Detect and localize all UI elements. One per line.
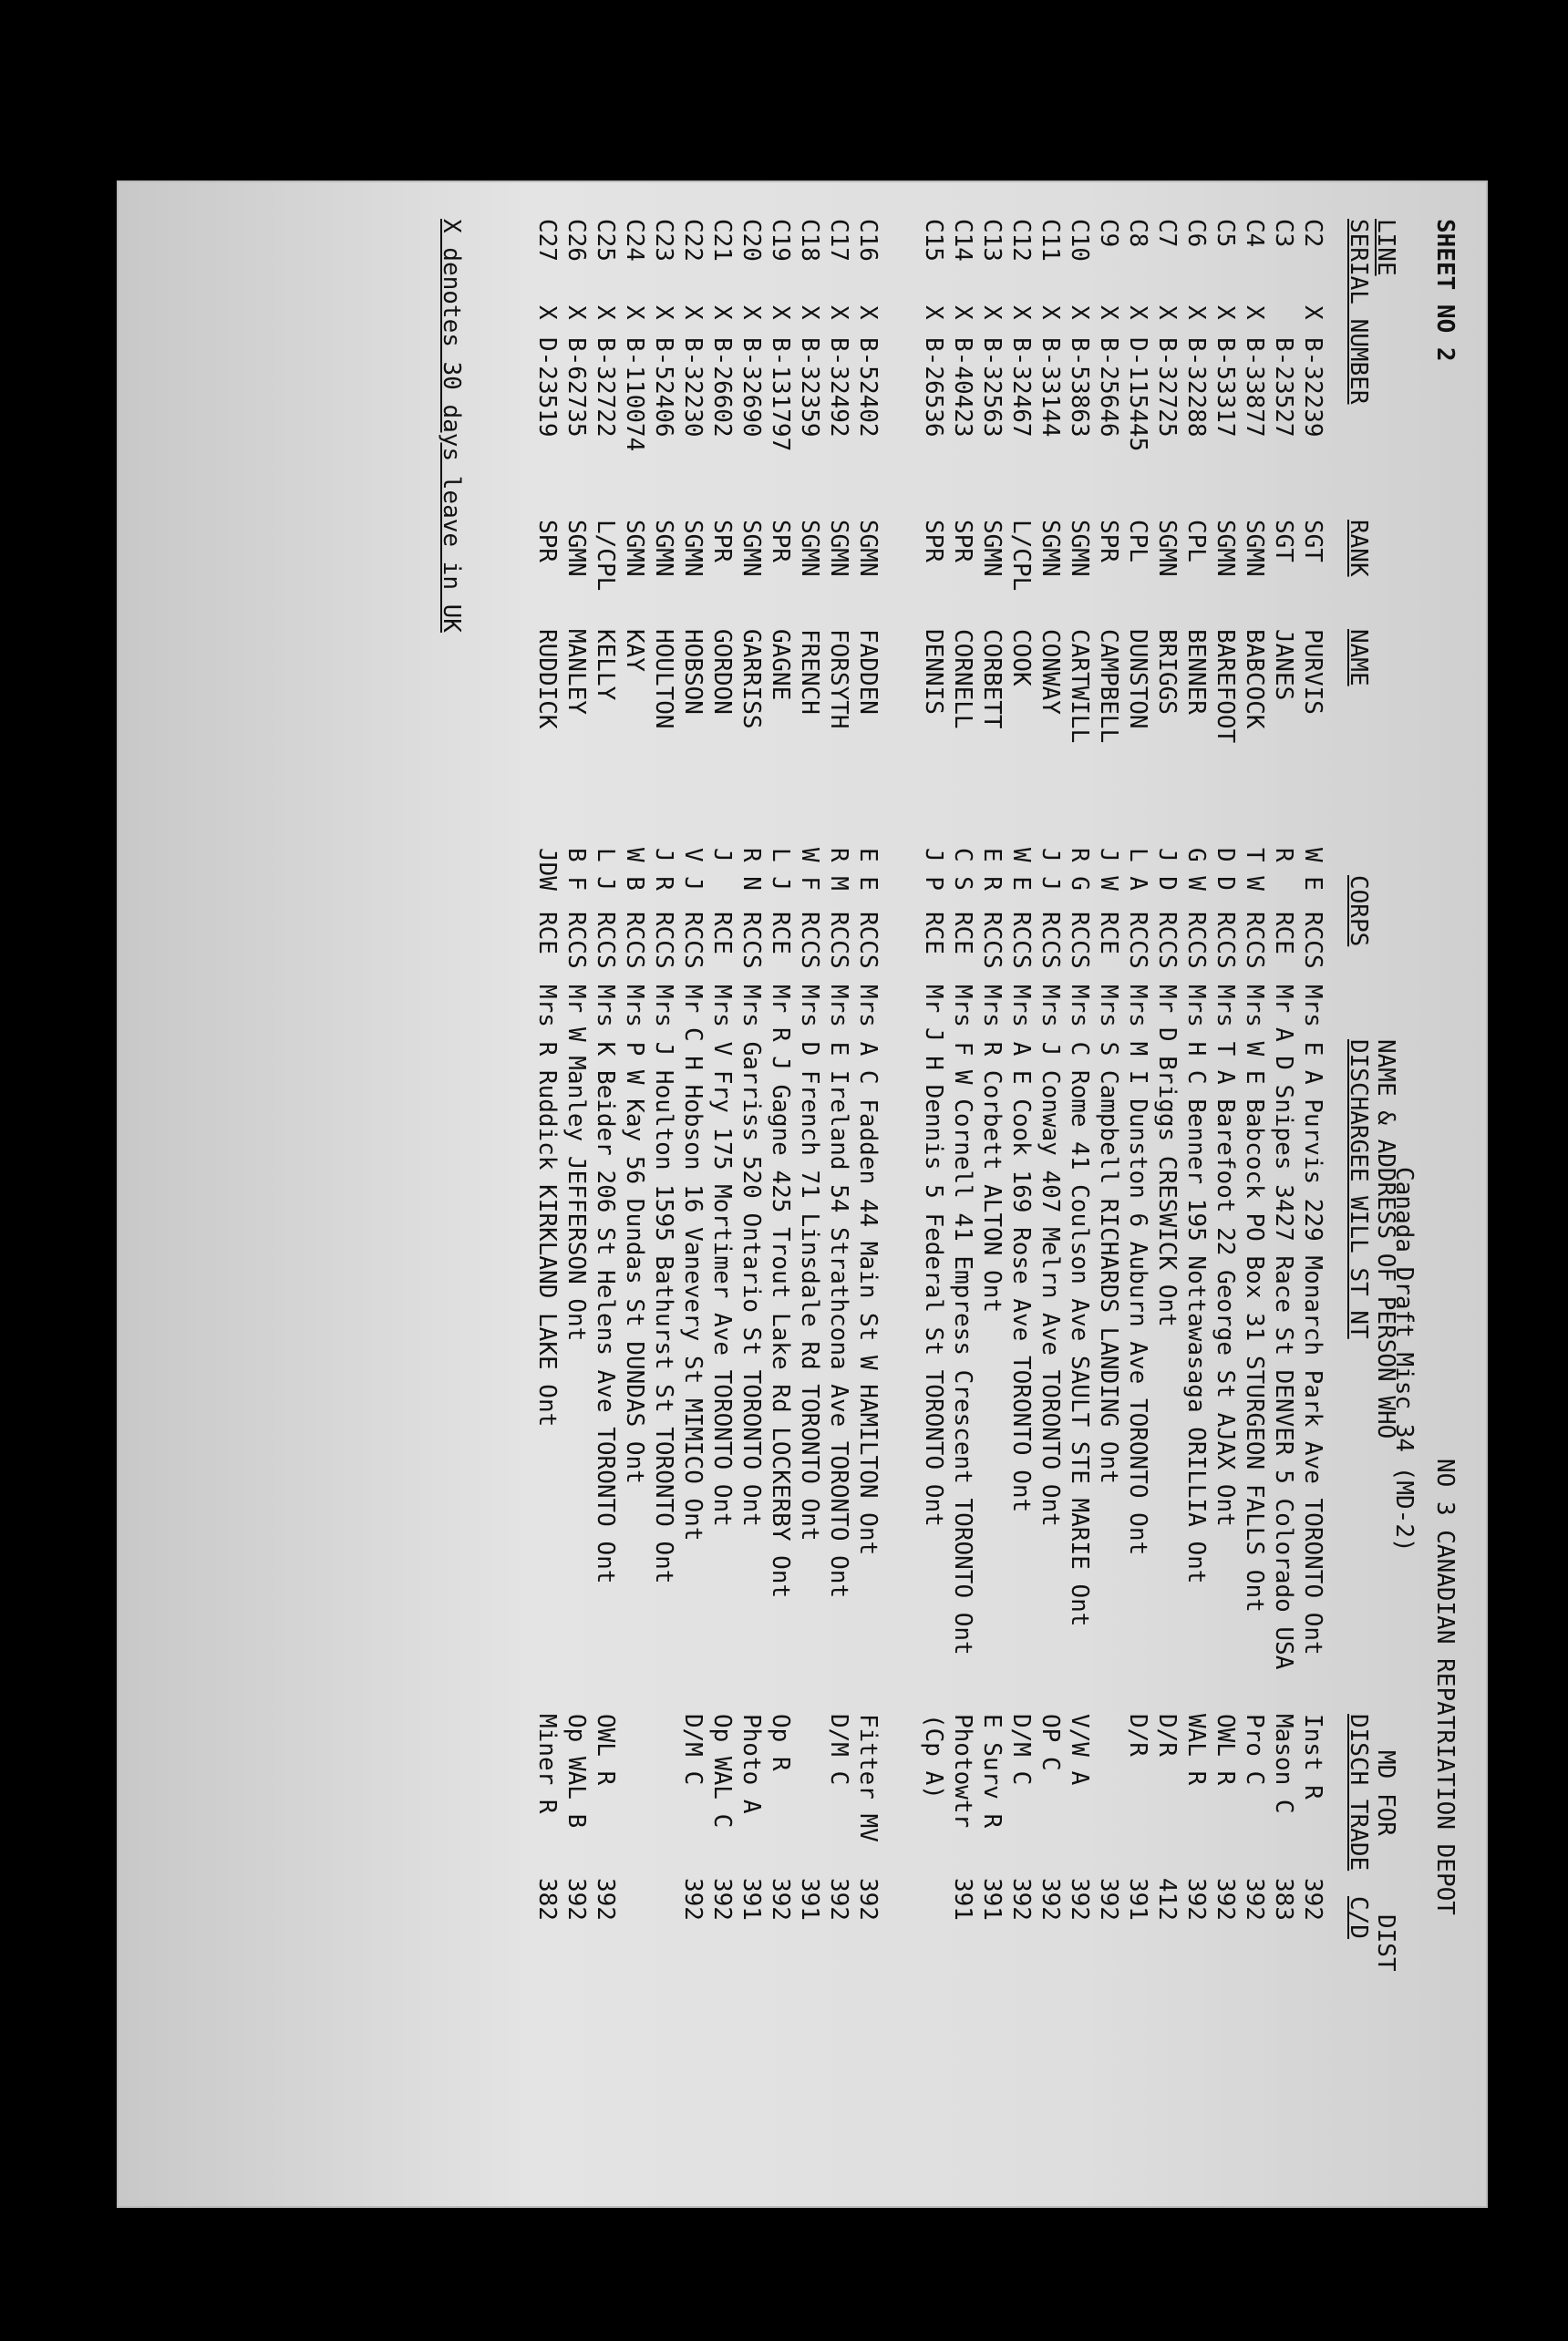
- cell-x: X: [562, 305, 590, 320]
- table-row: [677, 182, 707, 2188]
- cell-serial: B-32288: [1182, 337, 1210, 438]
- cell-serial: B-131797: [767, 337, 794, 452]
- cell-x: X: [650, 305, 677, 320]
- table-row: [1093, 182, 1122, 2188]
- cell-rank: SGMN: [854, 520, 882, 577]
- cell-line: C18: [796, 219, 823, 262]
- table-row: [1181, 182, 1210, 2188]
- cell-trade: V/W A: [1066, 1714, 1093, 1786]
- cell-depot: 392: [767, 1878, 794, 1921]
- cell-serial: B-53317: [1212, 337, 1239, 438]
- cell-name: GAGNE: [767, 629, 794, 701]
- cell-name: FORSYTH: [825, 629, 852, 729]
- cell-init: W E: [1299, 848, 1326, 891]
- cell-serial: B-40423: [949, 337, 976, 438]
- cell-name: COOK: [1007, 629, 1035, 686]
- header-name: NAME: [1345, 629, 1372, 686]
- cell-serial: B-33877: [1241, 337, 1268, 438]
- cell-trade: D/M C: [679, 1714, 707, 1786]
- cell-corps: RCCS: [592, 912, 619, 969]
- cell-addr: Mrs R Ruddick KIRKLAND LAKE Ont: [533, 985, 561, 1428]
- cell-depot: 392: [592, 1878, 619, 1921]
- cell-x: X: [920, 305, 947, 320]
- cell-rank: SGMN: [621, 520, 648, 577]
- cell-depot: 382: [533, 1878, 561, 1921]
- cell-depot: 392: [1299, 1878, 1326, 1921]
- cell-init: D D: [1212, 848, 1239, 891]
- table-row: [1122, 182, 1151, 2188]
- cell-corps: RCCS: [738, 912, 765, 969]
- cell-init: B F: [562, 848, 590, 891]
- table-row: [648, 182, 677, 2188]
- cell-line: C17: [825, 219, 852, 262]
- cell-init: R G: [1066, 848, 1093, 891]
- table-row: [1268, 182, 1297, 2188]
- cell-name: DUNSTON: [1124, 629, 1151, 729]
- cell-line: C15: [920, 219, 947, 262]
- cell-addr: Mrs K Beider 206 St Helens Ave TORONTO Ont: [592, 985, 619, 1584]
- cell-rank: CPL: [1182, 520, 1210, 562]
- table-row: [561, 182, 590, 2188]
- header-depot-2: C/D: [1345, 1896, 1372, 1939]
- cell-addr: Mrs V Fry 175 Mortimer Ave TORONTO Ont: [708, 985, 736, 1527]
- cell-x: X: [767, 305, 794, 320]
- cell-serial: B-52402: [854, 337, 882, 438]
- cell-corps: RCCS: [621, 912, 648, 969]
- cell-rank: SGT: [1270, 520, 1297, 562]
- cell-addr: Mrs R Corbett ALTON Ont: [978, 985, 1006, 1314]
- cell-x: X: [621, 305, 648, 320]
- table-row: [1064, 182, 1093, 2188]
- cell-serial: B-32239: [1299, 337, 1326, 438]
- cell-serial: B-32690: [738, 337, 765, 438]
- cell-serial: B-32563: [978, 337, 1006, 438]
- cell-name: CORBETT: [978, 629, 1006, 729]
- header-address-2: DISCHARGEE WILL ST NT: [1345, 1039, 1372, 1339]
- cell-x: X: [1153, 305, 1181, 320]
- cell-addr: Mrs S Campbell RICHARDS LANDING Ont: [1095, 985, 1122, 1484]
- cell-trade: Inst R: [1299, 1714, 1326, 1800]
- cell-rank: SGMN: [562, 520, 590, 577]
- cell-corps: RCCS: [1212, 912, 1239, 969]
- cell-depot: 392: [1066, 1878, 1093, 1921]
- cell-corps: RCE: [767, 912, 794, 954]
- header-line: LINE: [1372, 219, 1399, 276]
- cell-name: KAY: [621, 629, 648, 672]
- cell-trade: Pro C: [1241, 1714, 1268, 1786]
- cell-serial: B-25646: [1095, 337, 1122, 438]
- cell-addr: Mr A D Snipes 3427 Race St DENVER 5 Colorado USA: [1270, 985, 1297, 1670]
- cell-corps: RCCS: [1007, 912, 1035, 969]
- cell-x: X: [679, 305, 707, 320]
- cell-line: C4: [1241, 219, 1268, 248]
- draft-title: Canada Draft Misc 34 (MD-2): [1390, 1167, 1418, 1552]
- cell-depot: 391: [796, 1878, 823, 1921]
- header-depot-1: DIST: [1372, 1914, 1399, 1972]
- footer-note: X denotes 30 days leave in UK: [438, 219, 465, 633]
- cell-x: X: [708, 305, 736, 320]
- cell-trade: D/R: [1124, 1714, 1151, 1757]
- cell-init: C S: [949, 848, 976, 891]
- cell-trade: WAL R: [1182, 1714, 1210, 1786]
- cell-depot: 392: [679, 1878, 707, 1921]
- cell-rank: SPR: [949, 520, 976, 562]
- cell-addr: Mrs D French 71 Linsdale Rd TORONTO Ont: [796, 985, 823, 1542]
- cell-line: C21: [708, 219, 736, 262]
- cell-rank: SGMN: [796, 520, 823, 577]
- cell-init: W E: [1007, 848, 1035, 891]
- table-row: [765, 182, 794, 2188]
- cell-name: CARTWILL: [1066, 629, 1093, 744]
- cell-init: J J: [1037, 848, 1064, 891]
- cell-corps: RCCS: [825, 912, 852, 969]
- cell-name: HOBSON: [679, 629, 707, 715]
- cell-corps: RCE: [920, 912, 947, 954]
- cell-trade: Op WAL C: [708, 1714, 736, 1829]
- cell-line: C23: [650, 219, 677, 262]
- cell-name: FADDEN: [854, 629, 882, 715]
- cell-line: C27: [533, 219, 561, 262]
- cell-addr: Mr D Briggs CRESWICK Ont: [1153, 985, 1181, 1327]
- cell-depot: 392: [1182, 1878, 1210, 1921]
- cell-addr: Mrs E A Purvis 229 Monarch Park Ave TORONTO Ont: [1299, 985, 1326, 1655]
- cell-rank: SPR: [533, 520, 561, 562]
- cell-corps: RCCS: [1037, 912, 1064, 969]
- cell-x: X: [1241, 305, 1268, 320]
- cell-corps: RCCS: [650, 912, 677, 969]
- sheet-number: SHEET NO 2: [1431, 219, 1459, 362]
- table-row: [1239, 182, 1268, 2188]
- cell-name: HOULTON: [650, 629, 677, 729]
- cell-addr: Mr J H Dennis 5 Federal St TORONTO Ont: [920, 985, 947, 1527]
- cell-name: JANES: [1270, 629, 1297, 701]
- cell-serial: B-32467: [1007, 337, 1035, 438]
- cell-init: J: [708, 848, 736, 862]
- cell-corps: RCE: [1095, 912, 1122, 954]
- cell-x: X: [1007, 305, 1035, 320]
- cell-init: R: [1270, 848, 1297, 862]
- cell-addr: Mrs A C Fadden 44 Main St W HAMILTON Ont: [854, 985, 882, 1556]
- cell-depot: 391: [738, 1878, 765, 1921]
- cell-line: C26: [562, 219, 590, 262]
- cell-serial: B-62735: [562, 337, 590, 438]
- cell-trade: OWL R: [1212, 1714, 1239, 1786]
- cell-serial: B-32230: [679, 337, 707, 438]
- cell-corps: RCCS: [1124, 912, 1151, 969]
- cell-rank: L/CPL: [1007, 520, 1035, 592]
- cell-init: JDW: [533, 848, 561, 891]
- cell-line: C6: [1182, 219, 1210, 248]
- cell-x: X: [1212, 305, 1239, 320]
- cell-addr: Mrs H C Benner 195 Nottawasaga ORILLIA Ont: [1182, 985, 1210, 1584]
- cell-name: MANLEY: [562, 629, 590, 715]
- header-rank: RANK: [1345, 520, 1372, 577]
- cell-serial: B-23527: [1270, 337, 1297, 438]
- table-row: [1151, 182, 1181, 2188]
- table-row: [590, 182, 619, 2188]
- cell-init: V J: [679, 848, 707, 891]
- cell-rank: SPR: [1095, 520, 1122, 562]
- cell-corps: RCCS: [1241, 912, 1268, 969]
- table-row: [736, 182, 765, 2188]
- cell-addr: Mr C H Hobson 16 Vanevery St MIMICO Ont: [679, 985, 707, 1542]
- cell-serial: B-32725: [1153, 337, 1181, 438]
- table-row: [823, 182, 852, 2188]
- cell-trade: Miner R: [533, 1714, 561, 1814]
- cell-trade: OP C: [1037, 1714, 1064, 1771]
- cell-rank: SPR: [708, 520, 736, 562]
- cell-depot: 391: [949, 1878, 976, 1921]
- cell-trade: E Surv R: [978, 1714, 1006, 1829]
- cell-line: C20: [738, 219, 765, 262]
- table-row: [1006, 182, 1035, 2188]
- cell-x: X: [825, 305, 852, 320]
- cell-serial: B-52406: [650, 337, 677, 438]
- cell-line: C25: [592, 219, 619, 262]
- cell-addr: Mr R J Gagne 425 Trout Lake Rd LOCKERBY Ont: [767, 985, 794, 1599]
- cell-name: BRIGGS: [1153, 629, 1181, 715]
- cell-name: PURVIS: [1299, 629, 1326, 715]
- cell-init: E E: [854, 848, 882, 891]
- cell-init: G W: [1182, 848, 1210, 891]
- cell-serial: B-26536: [920, 337, 947, 438]
- cell-init: J P: [920, 848, 947, 891]
- cell-depot: 383: [1270, 1878, 1297, 1921]
- cell-line: C19: [767, 219, 794, 262]
- cell-init: R N: [738, 848, 765, 891]
- cell-x: X: [1182, 305, 1210, 320]
- table-row: [1297, 182, 1326, 2188]
- cell-rank: SGMN: [1153, 520, 1181, 577]
- cell-trade: Photowtr: [949, 1714, 976, 1829]
- cell-name: GORDON: [708, 629, 736, 715]
- cell-corps: RCCS: [679, 912, 707, 969]
- cell-trade: D/M C: [1007, 1714, 1035, 1786]
- cell-addr: Mrs W E Babcock PO Box 31 STURGEON FALLS Ont: [1241, 985, 1268, 1613]
- cell-serial: B-32722: [592, 337, 619, 438]
- cell-rank: SGMN: [825, 520, 852, 577]
- cell-init: E R: [978, 848, 1006, 891]
- cell-corps: RCCS: [854, 912, 882, 969]
- cell-x: X: [949, 305, 976, 320]
- cell-trade: Photo A: [738, 1714, 765, 1814]
- cell-line: C13: [978, 219, 1006, 262]
- cell-addr: Mrs F W Cornell 41 Empress Crescent TORONTO Ont: [949, 985, 976, 1655]
- cell-depot: 392: [708, 1878, 736, 1921]
- table-row: [794, 182, 823, 2188]
- cell-init: R M: [825, 848, 852, 891]
- cell-name: CAMPBELL: [1095, 629, 1122, 744]
- cell-name: BENNER: [1182, 629, 1210, 715]
- cell-serial: D-115445: [1124, 337, 1151, 452]
- cell-corps: RCCS: [796, 912, 823, 969]
- cell-serial: B-110074: [621, 337, 648, 452]
- cell-rank: CPL: [1124, 520, 1151, 562]
- cell-addr: Mrs J Conway 407 Melrn Ave TORONTO Ont: [1037, 985, 1064, 1527]
- table-row: [1035, 182, 1064, 2188]
- header-address-1: NAME & ADDRESS OF PERSON WHO: [1372, 1039, 1399, 1439]
- cell-trade: Mason C: [1270, 1714, 1297, 1814]
- cell-line: C10: [1066, 219, 1093, 262]
- cell-depot: 392: [825, 1878, 852, 1921]
- cell-depot: 392: [562, 1878, 590, 1921]
- cell-name: BABCOCK: [1241, 629, 1268, 729]
- cell-corps: RCE: [533, 912, 561, 954]
- cell-line: C5: [1212, 219, 1239, 248]
- cell-depot: 391: [1124, 1878, 1151, 1921]
- cell-x: X: [796, 305, 823, 320]
- cell-x: X: [1037, 305, 1064, 320]
- cell-trade: D/R: [1153, 1714, 1181, 1757]
- cell-corps: RCCS: [1299, 912, 1326, 969]
- cell-corps: RCE: [708, 912, 736, 954]
- header-trade-2: DISCH TRADE: [1345, 1714, 1372, 1872]
- cell-addr: Mrs P W Kay 56 Dundas St DUNDAS Ont: [621, 985, 648, 1484]
- cell-line: C2: [1299, 219, 1326, 248]
- cell-trade: Op WAL B: [562, 1714, 590, 1829]
- cell-x: X: [533, 305, 561, 320]
- cell-serial: B-26602: [708, 337, 736, 438]
- cell-x: X: [738, 305, 765, 320]
- cell-rank: SPR: [920, 520, 947, 562]
- cell-line: C24: [621, 219, 648, 262]
- cell-corps: RCCS: [562, 912, 590, 969]
- cell-corps: RCCS: [1182, 912, 1210, 969]
- cell-serial: B-32359: [796, 337, 823, 438]
- cell-rank: SGMN: [1066, 520, 1093, 577]
- cell-init: J R: [650, 848, 677, 891]
- cell-depot: 392: [1037, 1878, 1064, 1921]
- document-sheet: [119, 182, 1486, 2206]
- cell-name: RUDDICK: [533, 629, 561, 729]
- cell-rank: SPR: [767, 520, 794, 562]
- cell-trade: Fitter MV: [854, 1714, 882, 1842]
- header-serial: SERIAL NUMBER: [1345, 219, 1372, 405]
- cell-trade: D/M C: [825, 1714, 852, 1786]
- cell-depot: 412: [1153, 1878, 1181, 1921]
- cell-corps: RCE: [949, 912, 976, 954]
- cell-x: X: [854, 305, 882, 320]
- cell-x: X: [1095, 305, 1122, 320]
- cell-depot: 391: [978, 1878, 1006, 1921]
- cell-name: CONWAY: [1037, 629, 1064, 715]
- cell-addr: Mrs Garriss 520 Ontario St TORONTO Ont: [738, 985, 765, 1527]
- cell-init: W B: [621, 848, 648, 891]
- cell-rank: SGMN: [738, 520, 765, 577]
- cell-x: X: [1299, 305, 1326, 320]
- cell-init: L A: [1124, 848, 1151, 891]
- cell-name: CORNELL: [949, 629, 976, 729]
- cell-x: X: [1124, 305, 1151, 320]
- rotated-page: [119, 182, 1486, 2206]
- cell-init: T W: [1241, 848, 1268, 891]
- cell-addr: Mr W Manley JEFFERSON Ont: [562, 985, 590, 1342]
- cell-serial: B-33144: [1037, 337, 1064, 438]
- cell-init: L J: [767, 848, 794, 891]
- cell-line: C11: [1037, 219, 1064, 262]
- cell-addr: Mrs T A Barefoot 22 George St AJAX Ont: [1212, 985, 1239, 1527]
- cell-addr: Mrs A E Cook 169 Rose Ave TORONTO Ont: [1007, 985, 1035, 1513]
- table-row: [707, 182, 736, 2188]
- cell-depot: 392: [1241, 1878, 1268, 1921]
- cell-depot: 392: [1212, 1878, 1239, 1921]
- cell-x: X: [1066, 305, 1093, 320]
- cell-corps: RCCS: [1153, 912, 1181, 969]
- cell-rank: L/CPL: [592, 520, 619, 592]
- cell-rank: SGMN: [1037, 520, 1064, 577]
- cell-name: KELLY: [592, 629, 619, 701]
- cell-addr: Mrs E Ireland 54 Strathcona Ave TORONTO Ont: [825, 985, 852, 1599]
- cell-line: C22: [679, 219, 707, 262]
- table-row: [619, 182, 648, 2188]
- cell-rank: SGMN: [978, 520, 1006, 577]
- cell-corps: RCCS: [1066, 912, 1093, 969]
- cell-serial: B-53863: [1066, 337, 1093, 438]
- cell-init: J D: [1153, 848, 1181, 891]
- table-row: [1210, 182, 1239, 2188]
- table-row: [852, 182, 882, 2188]
- table-row: [947, 182, 976, 2188]
- cell-serial: D-23519: [533, 337, 561, 438]
- cell-line: C16: [854, 219, 882, 262]
- table-row: [918, 182, 947, 2188]
- cell-line: C12: [1007, 219, 1035, 262]
- cell-addr: Mrs C Rome 41 Coulson Ave SAULT STE MARIE Ont: [1066, 985, 1093, 1627]
- cell-corps: RCE: [1270, 912, 1297, 954]
- cell-name: BAREFOOT: [1212, 629, 1239, 744]
- cell-rank: SGMN: [1241, 520, 1268, 577]
- cell-name: FRENCH: [796, 629, 823, 715]
- cell-x: X: [592, 305, 619, 320]
- cell-line: C3: [1270, 219, 1297, 248]
- table-row: [531, 182, 561, 2188]
- cell-trade: Op R: [767, 1714, 794, 1771]
- cell-line: C9: [1095, 219, 1122, 248]
- cell-init: J W: [1095, 848, 1122, 891]
- cell-init: W F: [796, 848, 823, 891]
- cell-addr: Mrs J Houlton 1595 Bathurst St TORONTO Ont: [650, 985, 677, 1584]
- depot-title: NO 3 CANADIAN REPATRIATION DEPOT: [1431, 1459, 1459, 1915]
- cell-rank: SGMN: [650, 520, 677, 577]
- cell-depot: 392: [1095, 1878, 1122, 1921]
- cell-x: X: [978, 305, 1006, 320]
- table-row: [976, 182, 1006, 2188]
- cell-name: DENNIS: [920, 629, 947, 715]
- header-corps: CORPS: [1345, 875, 1372, 947]
- cell-line: C7: [1153, 219, 1181, 248]
- cell-corps: RCCS: [978, 912, 1006, 969]
- cell-line: C14: [949, 219, 976, 262]
- cell-name: GARRISS: [738, 629, 765, 729]
- cell-rank: SGT: [1299, 520, 1326, 562]
- cell-rank: SGMN: [679, 520, 707, 577]
- cell-depot: 392: [854, 1878, 882, 1921]
- cell-depot: 392: [1007, 1878, 1035, 1921]
- cell-addr: Mrs M I Dunston 6 Auburn Ave TORONTO Ont: [1124, 985, 1151, 1556]
- cell-rank: SGMN: [1212, 520, 1239, 577]
- cell-trade: (Cp A): [920, 1714, 947, 1800]
- cell-trade: OWL R: [592, 1714, 619, 1786]
- cell-serial: B-32492: [825, 337, 852, 438]
- cell-line: C8: [1124, 219, 1151, 248]
- header-trade-1: MD FOR: [1372, 1750, 1399, 1836]
- cell-init: L J: [592, 848, 619, 891]
